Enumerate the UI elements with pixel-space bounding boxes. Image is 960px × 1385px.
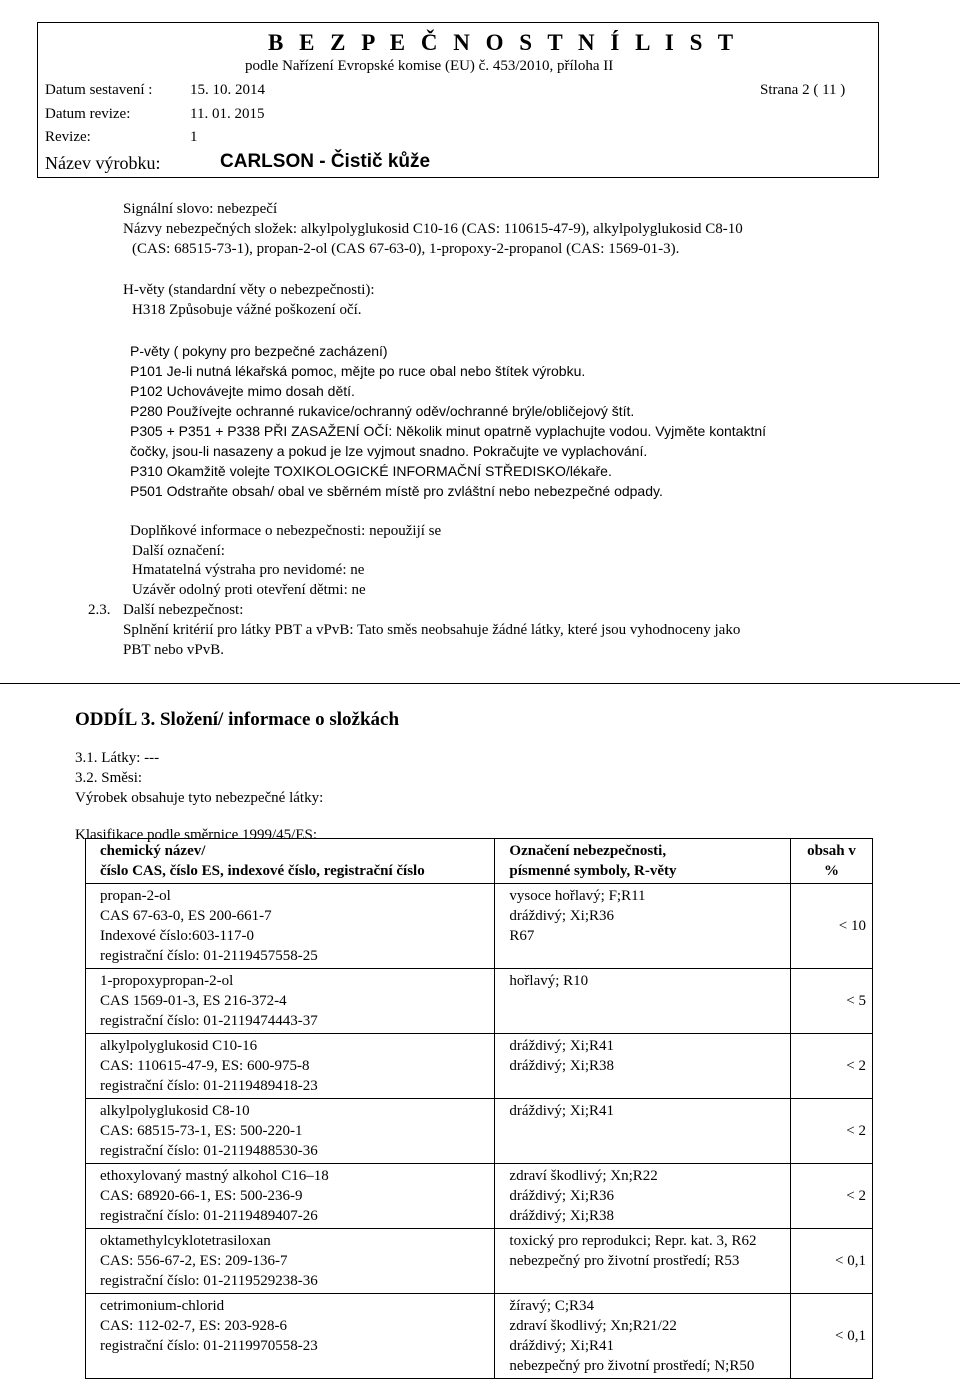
chemical-name-line: CAS: 68515-73-1, ES: 500-220-1 (100, 1123, 303, 1139)
hazard-line: dráždivý; Xi;R38 (509, 1208, 614, 1224)
p-statements-title: P-věty ( pokyny pro bezpečné zacházení) (130, 343, 388, 359)
section-divider (0, 683, 960, 684)
additional-hazard-info: Doplňkové informace o nebezpečnosti: nepoužijí se (130, 523, 442, 539)
product-label: Název výrobku: (45, 153, 161, 173)
chemical-name-cell (86, 1229, 495, 1294)
chemical-name-line: CAS: 112-02-7, ES: 203-928-6 (100, 1318, 287, 1334)
mixtures-line: 3.2. Směsi: (75, 770, 143, 786)
chemical-name-cell (86, 1034, 495, 1099)
hazard-line: dráždivý; Xi;R41 (509, 1038, 614, 1054)
p280-statement: P280 Používejte ochranné rukavice/ochranný oděv/ochranné brýle/obličejový štít. (130, 403, 635, 419)
hazard-line: dráždivý; Xi;R36 (509, 908, 614, 924)
p310-statement: P310 Okamžitě volejte TOXIKOLOGICKÉ INFORMAČNÍ STŘEDISKO/lékaře. (130, 463, 612, 479)
section-2-3-number: 2.3. (88, 602, 111, 618)
hazard-cell (495, 1294, 791, 1379)
pbt-assessment: Splnění kritérií pro látky PBT a vPvB: Tato směs neobsahuje žádné látky, které jsou vyhodnoceny jako (123, 622, 741, 638)
chemical-name-line: registrační číslo: 01-2119489407-26 (100, 1208, 318, 1224)
header-percent: % (823, 863, 839, 879)
other-labelling: Další označení: (132, 543, 225, 559)
page-number: Strana 2 ( 11 ) (760, 82, 846, 98)
chemical-name-line: registrační číslo: 01-2119474443-37 (100, 1013, 318, 1029)
chemical-name-line: cetrimonium-chlorid (100, 1298, 225, 1314)
hazard-line: nebezpečný pro životní prostředí; N;R50 (509, 1358, 755, 1374)
chemical-name-line: propan-2-ol (100, 888, 171, 904)
p305-statement-cont: čočky, jsou-li nasazeny a pokud je lze vyjmout snadno. Pokračujte ve vyplachování. (130, 443, 648, 459)
chemical-name-cell (86, 1099, 495, 1164)
chemical-name-line: CAS: 110615-47-9, ES: 600-975-8 (100, 1058, 310, 1074)
product-name: CARLSON - Čistič kůže (220, 151, 431, 172)
table-row (86, 1229, 873, 1294)
document-title: B E Z P E Č N O S T N Í L I S T (268, 30, 739, 55)
h318-statement: H318 Způsobuje vážné poškození očí. (132, 302, 362, 318)
hazard-line: dráždivý; Xi;R41 (509, 1338, 614, 1354)
chemical-name-line: registrační číslo: 01-2119529238-36 (100, 1273, 318, 1289)
hazard-line: toxický pro reprodukci; Repr. kat. 3, R62 (509, 1233, 757, 1249)
child-resistant-closure: Uzávěr odolný proti otevření dětmi: ne (132, 582, 366, 598)
chemical-name-line: CAS 1569-01-3, ES 216-372-4 (100, 993, 287, 1009)
table-row (86, 1294, 873, 1379)
chemical-name-line: 1-propoxypropan-2-ol (100, 973, 234, 989)
chemical-name-line: Indexové číslo:603-117-0 (100, 928, 254, 944)
table-row (86, 969, 873, 1034)
chemical-name-line: alkylpolyglukosid C8-10 (100, 1103, 250, 1119)
revision-value: 1 (190, 129, 198, 145)
hazard-line: dráždivý; Xi;R41 (509, 1103, 614, 1119)
chemical-name-cell (86, 1294, 495, 1379)
p501-statement: P501 Odstraňte obsah/ obal ve sběrném místě pro zvláštní nebo nebezpečné odpady. (130, 483, 663, 499)
composition-table (85, 838, 873, 1379)
h-statements-title: H-věty (standardní věty o nebezpečnosti): (123, 282, 375, 298)
hazardous-components-line: (CAS: 68515-73-1), propan-2-ol (CAS 67-63-0), 1-propoxy-2-propanol (CAS: 1569-01-3). (132, 241, 680, 257)
chemical-name-line: CAS: 556-67-2, ES: 209-136-7 (100, 1253, 288, 1269)
chemical-name-line: registrační číslo: 01-2119489418-23 (100, 1078, 318, 1094)
chemical-name-line: CAS: 68920-66-1, ES: 500-236-9 (100, 1188, 303, 1204)
header-identifiers: číslo CAS, číslo ES, indexové číslo, registrační číslo (100, 863, 425, 879)
content-cell: < 2 (790, 1099, 872, 1164)
signal-word: Signální slovo: nebezpečí (123, 201, 278, 217)
table-row (86, 1034, 873, 1099)
revision-date-label: Datum revize: (45, 106, 131, 122)
pbt-assessment-cont: PBT nebo vPvB. (123, 642, 224, 658)
table-row (86, 884, 873, 969)
hazard-cell (495, 969, 791, 1034)
substances-line: 3.1. Látky: --- (75, 750, 160, 766)
header-symbols: písmenné symboly, R-věty (509, 863, 677, 879)
revision-date-value: 11. 01. 2015 (190, 106, 265, 122)
chemical-name-line: registrační číslo: 01-2119488530-36 (100, 1143, 318, 1159)
chemical-name-line: alkylpolyglukosid C10-16 (100, 1038, 258, 1054)
content-cell: < 0,1 (790, 1294, 872, 1379)
table-row (86, 1099, 873, 1164)
classification-line: Klasifikace podle směrnice 1999/45/ES: (75, 827, 318, 843)
p101-statement: P101 Je-li nutná lékařská pomoc, mějte po ruce obal nebo štítek výrobku. (130, 363, 586, 379)
hazard-cell (495, 1099, 791, 1164)
hazard-line: zdraví škodlivý; Xn;R22 (509, 1168, 658, 1184)
content-cell: < 5 (790, 969, 872, 1034)
hazard-line: vysoce hořlavý; F;R11 (509, 888, 646, 904)
chemical-name-line: ethoxylovaný mastný alkohol C16–18 (100, 1168, 329, 1184)
header-chemical-name: chemický název/ (100, 843, 206, 859)
hazard-cell (495, 1164, 791, 1229)
table-row (86, 1164, 873, 1229)
hazard-line: zdraví škodlivý; Xn;R21/22 (509, 1318, 677, 1334)
table-header-row (86, 839, 873, 884)
date-value: 15. 10. 2014 (190, 82, 265, 98)
content-cell: < 0,1 (790, 1229, 872, 1294)
header-hazard-designation: Označení nebezpečnosti, (509, 843, 667, 859)
hazardous-components-line: Názvy nebezpečných složek: alkylpolyglukosid C10-16 (CAS: 110615-47-9), alkylpolyglukosid C8-10 (123, 221, 743, 237)
content-cell: < 2 (790, 1034, 872, 1099)
revision-label: Revize: (45, 129, 91, 145)
hazard-cell (495, 884, 791, 969)
hazard-line: dráždivý; Xi;R38 (509, 1058, 614, 1074)
chemical-name-line: oktamethylcyklotetrasiloxan (100, 1233, 271, 1249)
hazard-line: dráždivý; Xi;R36 (509, 1188, 614, 1204)
header-content: obsah v (807, 843, 856, 859)
chemical-name-line: CAS 67-63-0, ES 200-661-7 (100, 908, 272, 924)
hazard-cell (495, 1034, 791, 1099)
hazard-line: R67 (509, 928, 535, 944)
section-3-title: ODDÍL 3. Složení/ informace o složkách (75, 709, 400, 730)
chemical-name-cell (86, 1164, 495, 1229)
p102-statement: P102 Uchovávejte mimo dosah dětí. (130, 383, 355, 399)
p305-statement: P305 + P351 + P338 PŘI ZASAŽENÍ OČÍ: Několik minut opatrně vyplachujte vodou. Vyjměte kontaktní (130, 423, 767, 439)
content-cell: < 2 (790, 1164, 872, 1229)
hazard-cell (495, 1229, 791, 1294)
chemical-name-line: registrační číslo: 01-2119970558-23 (100, 1338, 318, 1354)
hazard-line: žíravý; C;R34 (509, 1298, 594, 1314)
section-2-3-title: Další nebezpečnost: (123, 602, 244, 618)
chemical-name-line: registrační číslo: 01-2119457558-25 (100, 948, 318, 964)
contains-hazardous-line: Výrobek obsahuje tyto nebezpečné látky: (75, 790, 324, 806)
chemical-name-cell (86, 884, 495, 969)
chemical-name-cell (86, 969, 495, 1034)
hazard-line: hořlavý; R10 (509, 973, 589, 989)
document-subtitle: podle Nařízení Evropské komise (EU) č. 453/2010, příloha II (245, 58, 614, 74)
content-cell: < 10 (790, 884, 872, 969)
date-label: Datum sestavení : (45, 82, 153, 98)
hazard-line: nebezpečný pro životní prostředí; R53 (509, 1253, 740, 1269)
tactile-warning: Hmatatelná výstraha pro nevidomé: ne (132, 562, 365, 578)
